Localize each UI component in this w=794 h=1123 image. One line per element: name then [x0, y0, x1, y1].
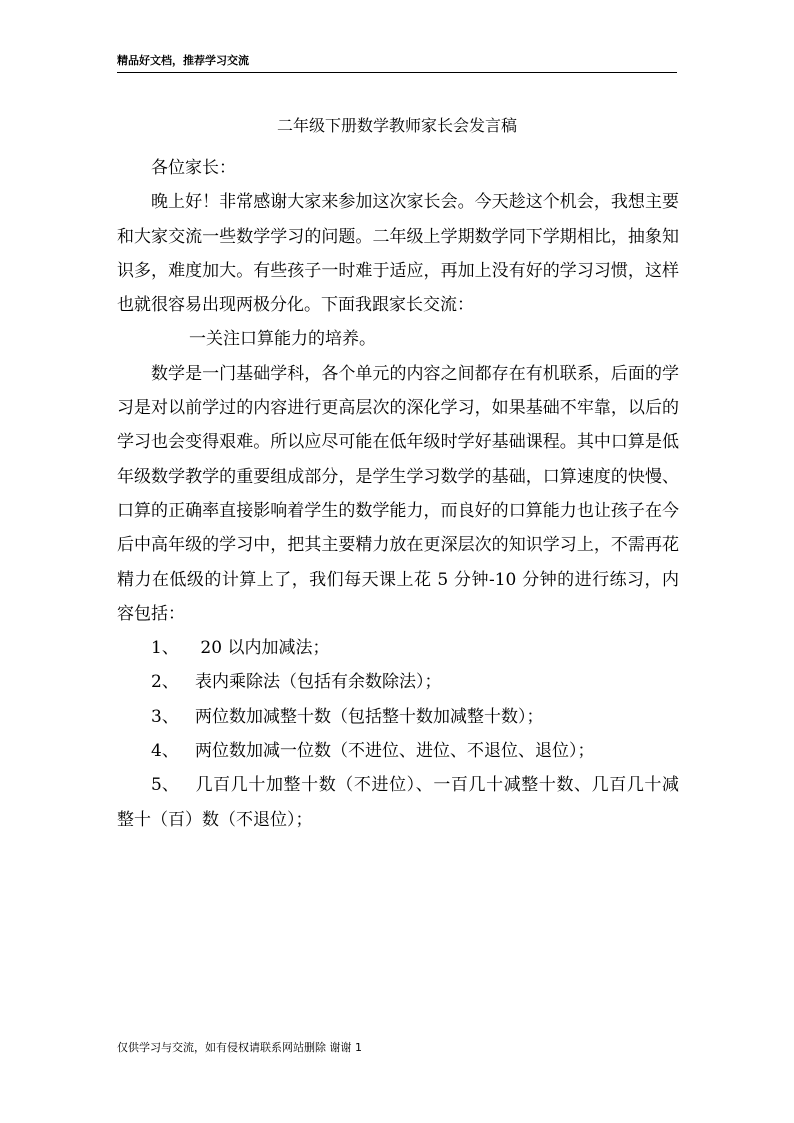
list-item-text: 表内乘除法（包括有余数除法）；	[195, 672, 442, 693]
header-text: 精品好文档，推荐学习交流	[117, 54, 249, 67]
page-footer: 仅供学习与交流，如有侵权请联系网站删除 谢谢 1	[117, 1041, 362, 1054]
list-item	[117, 665, 679, 699]
greeting: 各位家长：	[151, 158, 236, 178]
document-body	[117, 151, 679, 837]
section-heading: 一关注口算能力的培养。	[189, 329, 376, 350]
intro-paragraph: 晚上好！非常感谢大家来参加这次家长会。今天趁这个机会，我想主要和大家交流一些数学学习的问题。二年级上学期数学同下学期相比，抽象知识多，难度加大。有些孩子一时难于适应，再加上没有好的学习习惯，这样也就很容易出现两极分化。下面我跟家长交流：	[117, 192, 679, 316]
list-item-text: 20 以内加减法；	[195, 638, 330, 659]
list-item-number: 4、	[151, 741, 179, 762]
list-item	[117, 631, 679, 665]
body-paragraph: 数学是一门基础学科，各个单元的内容之间都存在有机联系，后面的学习是对以前学过的内容进行更高层次的深化学习，如果基础不牢靠，以后的学习也会变得艰难。所以应尽可能在低年级时学好基础课程。其中口算是低年级数学教学的重要组成部分，是学生学习数学的基础，口算速度的快慢、口算的正确率直接影响着学生的数学能力，而良好的口算能力也让孩子在今后中高年级的学习中，把其主要精力放在更深层次的知识学习上，不需再花精力在低级的计算上了，我们每天课上花 5 分钟-10 分钟的进行练习，内容包括：	[117, 363, 679, 624]
list-item-number: 1、	[151, 638, 179, 659]
list-item-number: 3、	[151, 706, 179, 727]
list-item	[117, 734, 679, 768]
list-item-text: 几百几十加整十数（不进位）、一百几十减整十数、几百几十减整十（百）数（不退位）；	[117, 775, 679, 830]
list-item-number: 2、	[151, 672, 179, 693]
list-item-text: 两位数加减一位数（不进位、进位、不退位、退位）；	[195, 741, 595, 762]
document-title: 二年级下册数学教师家长会发言稿	[276, 116, 517, 135]
page-header	[117, 54, 677, 73]
list-item	[117, 700, 679, 734]
list-item-number: 5、	[151, 775, 179, 796]
list-item	[117, 768, 679, 837]
list-item-text: 两位数加减整十数（包括整十数加减整十数）；	[195, 706, 544, 727]
